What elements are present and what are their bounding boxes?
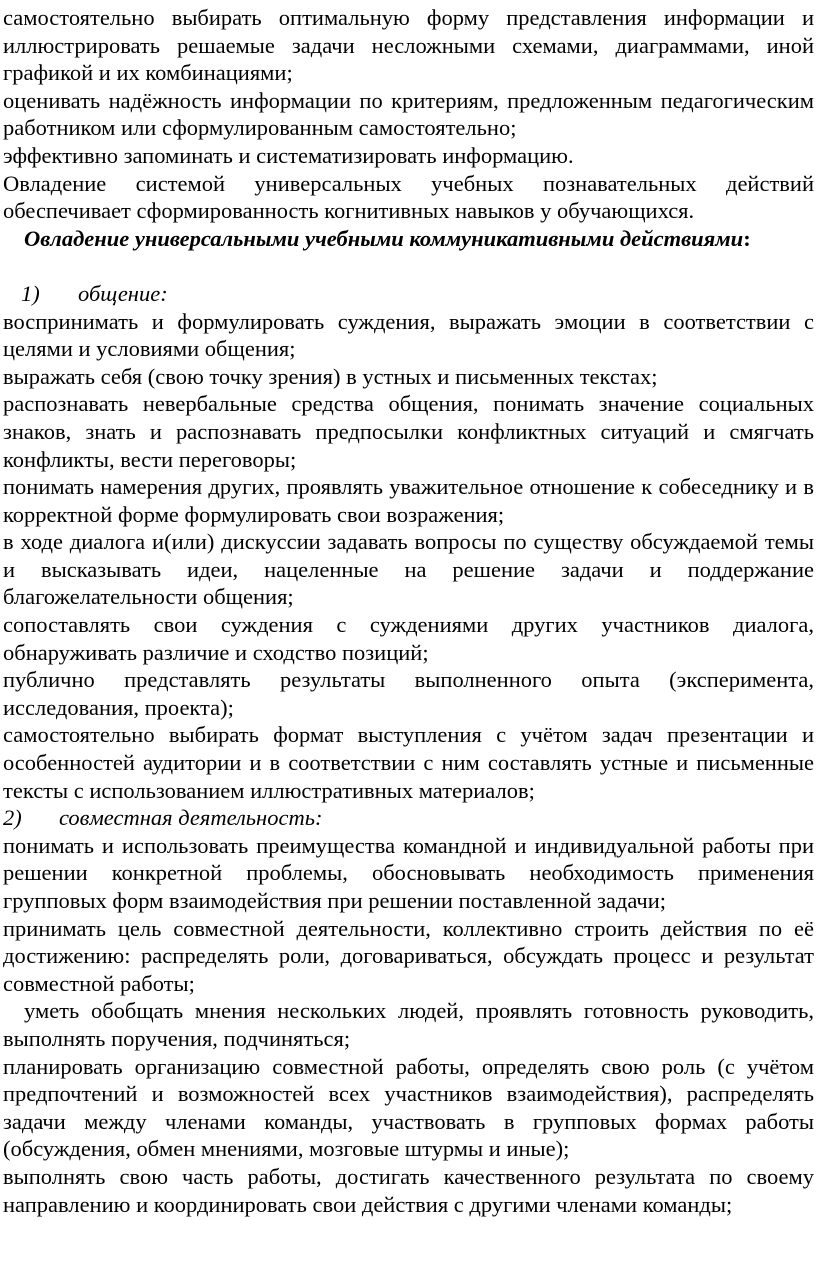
list-item: уметь обобщать мнения нескольких людей, проявлять готовность руководить, выполнять поручения, подчиняться; bbox=[3, 998, 814, 1051]
list-title: общение: bbox=[78, 280, 168, 306]
paragraph: Овладение системой универсальных учебных познавательных действий обеспечивает сформированность когнитивных навыков у обучающихся. bbox=[3, 170, 814, 224]
list-item: планировать организацию совместной работы, определять свою роль (с учётом предпочтений и возможностей всех участников взаимодействия), распределять задачи между членами команды, участвовать в групповых формах работы (обсуждения, обмен мнениями, мозговые штурмы и иные); bbox=[3, 1053, 814, 1162]
list-heading-communication bbox=[3, 280, 814, 308]
list-item: публично представлять результаты выполненного опыта (эксперимента, исследования, проекта); bbox=[3, 667, 814, 720]
list-item: выполнять свою часть работы, достигать качественного результата по своему направлению и координировать свои действия с другими членами команды; bbox=[3, 1163, 814, 1217]
paragraph: эффективно запоминать и систематизировать информацию. bbox=[3, 142, 574, 168]
list-item: распознавать невербальные средства общения, понимать значение социальных знаков, знать и распознавать предпосылки конфликтных ситуаций и смягчать конфликты, вести переговоры; bbox=[3, 391, 814, 472]
list-item: понимать намерения других, проявлять уважительное отношение к собеседнику и в корректной форме формулировать свои возражения; bbox=[3, 474, 814, 527]
section-heading-text: Овладение универсальными учебными коммуникативными действиями bbox=[24, 225, 744, 251]
list-item: выражать себя (свою точку зрения) в устных и письменных текстах; bbox=[3, 363, 658, 389]
section-heading bbox=[3, 225, 814, 253]
list-item: сопоставлять свои суждения с суждениями других участников диалога, обнаруживать различие и сходство позиций; bbox=[3, 612, 814, 665]
list-item: принимать цель совместной деятельности, коллективно строить действия по её достижению: распределять роли, договариваться, обсуждать процесс и результат совместной работы; bbox=[3, 915, 814, 996]
paragraph: оценивать надёжность информации по критериям, предложенным педагогическим работником или сформулированным самостоятельно; bbox=[3, 87, 814, 141]
list-heading-joint-activity bbox=[3, 804, 814, 832]
list-item: понимать и использовать преимущества командной и индивидуальной работы при решении конкретной проблемы, обосновывать необходимость применения групповых форм взаимодействия при решении поставленной задачи; bbox=[3, 832, 814, 913]
list-item: самостоятельно выбирать формат выступления с учётом задач презентации и особенностей аудитории и в соответствии с ним составлять устные и письменные тексты с использованием иллюстративных материалов; bbox=[3, 722, 814, 803]
list-title: совместная деятельность: bbox=[59, 805, 323, 831]
list-number: 1) bbox=[21, 280, 40, 306]
blank-line bbox=[3, 252, 814, 280]
list-item: воспринимать и формулировать суждения, выражать эмоции в соответствии с целями и условиями общения; bbox=[3, 308, 814, 362]
list-number: 2) bbox=[3, 805, 22, 831]
section-heading-colon: : bbox=[743, 225, 751, 251]
paragraph: самостоятельно выбирать оптимальную форму представления информации и иллюстрировать решаемые задачи несложными схемами, диаграммами, иной графикой и их комбинациями; bbox=[3, 5, 814, 86]
list-item: в ходе диалога и(или) дискуссии задавать вопросы по существу обсуждаемой темы и высказывать идеи, нацеленные на решение задачи и поддержание благожелательности общения; bbox=[3, 529, 814, 610]
